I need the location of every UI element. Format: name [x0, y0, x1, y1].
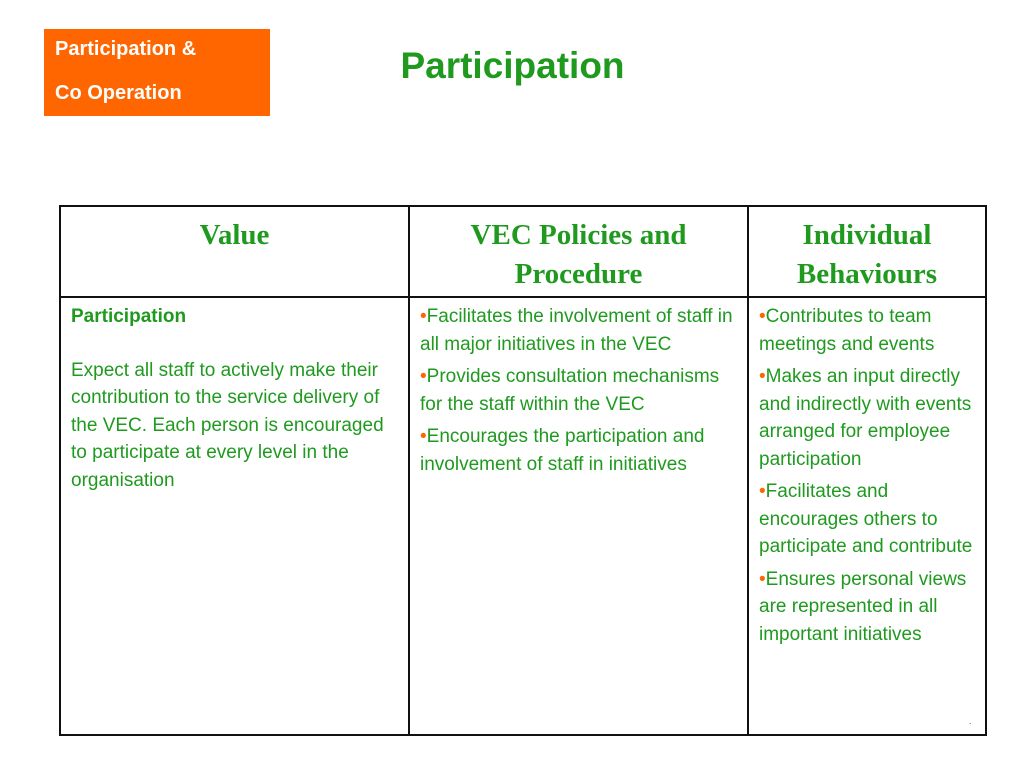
- behaviours-cell: [748, 297, 986, 735]
- value-cell: [60, 297, 409, 735]
- list-item-text: Facilitates and encourages others to participate and contribute: [759, 481, 973, 557]
- bullet-icon: •: [420, 366, 427, 387]
- bullet-icon: •: [759, 481, 766, 502]
- list-item: [420, 303, 737, 358]
- header-behaviours: Individual Behaviours: [748, 206, 986, 297]
- list-item-text: Makes an input directly and indirectly with events arranged for employee participation: [759, 366, 972, 470]
- list-item-text: Contributes to team meetings and events: [759, 306, 935, 355]
- footer-mark: .: [969, 716, 972, 726]
- list-item: [759, 303, 975, 358]
- header-policies: VEC Policies and Procedure: [409, 206, 748, 297]
- policies-cell: [409, 297, 748, 735]
- list-item-text: Provides consultation mechanisms for the staff within the VEC: [420, 366, 720, 415]
- bullet-icon: •: [759, 568, 766, 590]
- bullet-icon: •: [420, 426, 427, 447]
- bullet-icon: •: [420, 306, 427, 327]
- header-value: Value: [60, 206, 409, 297]
- value-name: Participation: [71, 306, 187, 327]
- list-item-text: Facilitates the involvement of staff in all major initiatives in the VEC: [420, 306, 733, 355]
- table-row: [60, 297, 986, 735]
- bullet-icon: •: [759, 306, 766, 327]
- list-item: [759, 363, 975, 473]
- list-item: [759, 478, 975, 561]
- section-tag: [44, 29, 270, 116]
- bullet-icon: •: [759, 366, 766, 387]
- list-item: [759, 566, 975, 649]
- section-tag-line-1: Participation &: [55, 38, 197, 60]
- table-header-row: [60, 206, 986, 297]
- behaviours-list: [759, 303, 975, 648]
- values-table: [59, 205, 987, 736]
- section-tag-line-2: Co Operation: [55, 82, 182, 104]
- slide-title: Participation: [400, 45, 625, 86]
- list-item-text: Ensures personal views are represented in all important initiatives: [759, 568, 967, 645]
- list-item: [420, 423, 737, 478]
- list-item-text: Encourages the participation and involvement of staff in initiatives: [420, 426, 705, 475]
- list-item: [420, 363, 737, 418]
- policies-list: [420, 303, 737, 478]
- value-description: Expect all staff to actively make their contribution to the service delivery of the VEC. Each person is encouraged to participate at every level in the organisation: [71, 359, 384, 491]
